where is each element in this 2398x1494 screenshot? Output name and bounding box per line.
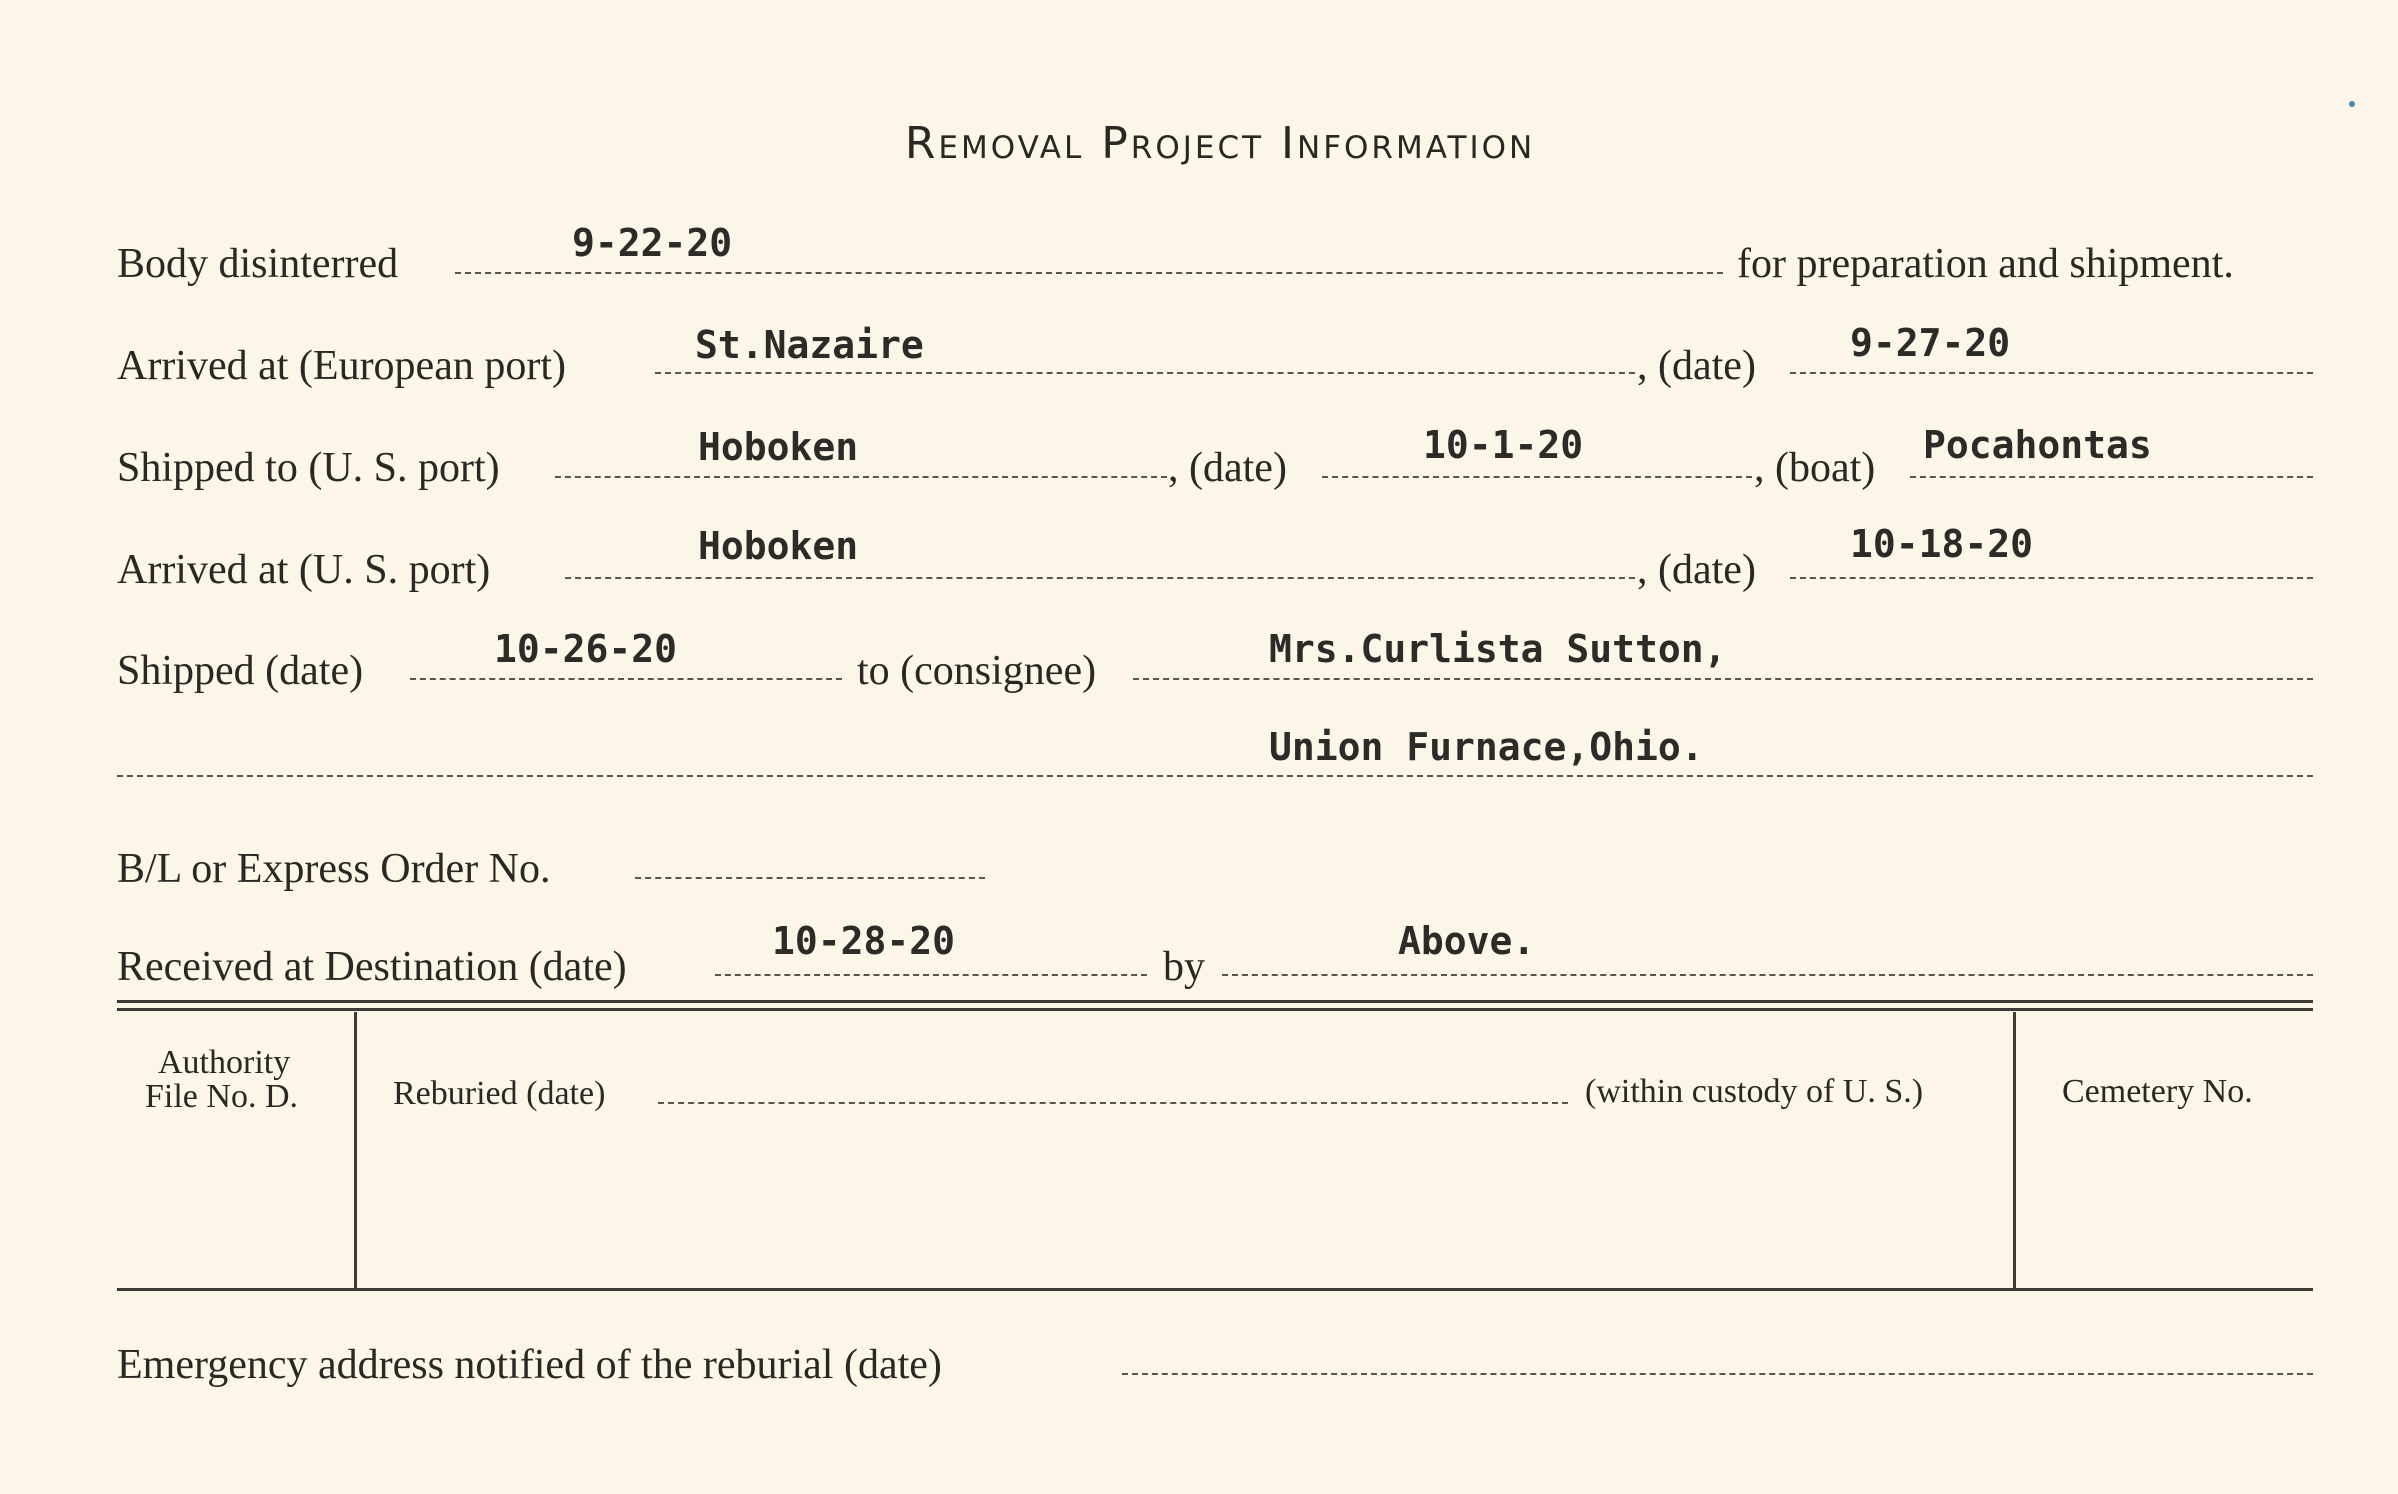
- reburied-label: Reburied (date): [393, 1075, 606, 1112]
- arrived-european-port-line: [655, 372, 1635, 374]
- received-date-line: [715, 974, 1147, 976]
- body-disinterred-suffix: for preparation and shipment.: [1737, 241, 2234, 287]
- arrived-us-date: 10-18-20: [1850, 522, 2034, 566]
- table-divider-left: [354, 1012, 357, 1288]
- consignee-label: to (consignee): [857, 648, 1097, 694]
- arrived-us-label: Arrived at (U. S. port): [117, 547, 491, 593]
- arrived-us-port: Hoboken: [698, 524, 859, 568]
- emergency-line: [1122, 1373, 2313, 1375]
- authority-label-2: File No. D.: [145, 1078, 298, 1115]
- shipped-date-label: Shipped (date): [117, 648, 364, 694]
- arrived-european-date-line: [1790, 372, 2313, 374]
- arrived-european-date: 9-27-20: [1850, 321, 2011, 365]
- shipped-us-boat: Pocahontas: [1923, 423, 2152, 467]
- cemetery-label: Cemetery No.: [2062, 1073, 2253, 1110]
- consignee-line: [1133, 678, 2313, 680]
- table-top-rule-2: [117, 1008, 2313, 1011]
- emergency-label: Emergency address notified of the reburial (date): [117, 1342, 942, 1388]
- table-top-rule-1: [117, 1000, 2313, 1003]
- body-disinterred-date: 9-22-20: [572, 221, 733, 265]
- received-by-line: [1222, 974, 2313, 976]
- shipped-date-line: [410, 678, 842, 680]
- shipped-us-boat-label: , (boat): [1754, 445, 1876, 491]
- table-divider-right: [2013, 1012, 2016, 1288]
- shipped-us-boat-line: [1910, 476, 2313, 478]
- body-disinterred-label: Body disinterred: [117, 241, 399, 287]
- authority-label-1: Authority: [158, 1044, 291, 1081]
- arrived-european-label: Arrived at (European port): [117, 343, 566, 389]
- shipped-us-date: 10-1-20: [1423, 423, 1584, 467]
- shipped-us-date-line: [1322, 476, 1752, 478]
- arrived-us-port-line: [565, 577, 1635, 579]
- received-by: Above.: [1398, 919, 1536, 963]
- shipped-us-port: Hoboken: [698, 425, 859, 469]
- address-line: [117, 775, 2313, 777]
- arrived-european-port: St.Nazaire: [695, 323, 924, 367]
- arrived-european-date-label: , (date): [1637, 343, 1756, 389]
- arrived-us-date-line: [1790, 577, 2313, 579]
- page-title: Removal Project Information: [904, 118, 1536, 169]
- shipped-us-date-label: , (date): [1168, 445, 1287, 491]
- received-date: 10-28-20: [772, 919, 956, 963]
- shipped-us-label: Shipped to (U. S. port): [117, 445, 500, 491]
- consignee-address: Union Furnace,Ohio.: [1269, 725, 1704, 769]
- consignee-name: Mrs.Curlista Sutton,: [1269, 627, 1727, 671]
- custody-label: (within custody of U. S.): [1585, 1073, 1924, 1110]
- arrived-us-date-label: , (date): [1637, 547, 1756, 593]
- body-disinterred-line: [455, 272, 1723, 274]
- received-label: Received at Destination (date): [117, 944, 627, 990]
- table-bottom-rule: [117, 1288, 2313, 1291]
- bl-order-label: B/L or Express Order No.: [117, 846, 551, 892]
- shipped-date-value: 10-26-20: [494, 627, 678, 671]
- shipped-us-port-line: [555, 476, 1167, 478]
- reburied-line: [658, 1102, 1568, 1104]
- ink-mark: [2349, 101, 2355, 107]
- bl-order-line: [635, 877, 985, 879]
- received-by-label: by: [1163, 944, 1205, 990]
